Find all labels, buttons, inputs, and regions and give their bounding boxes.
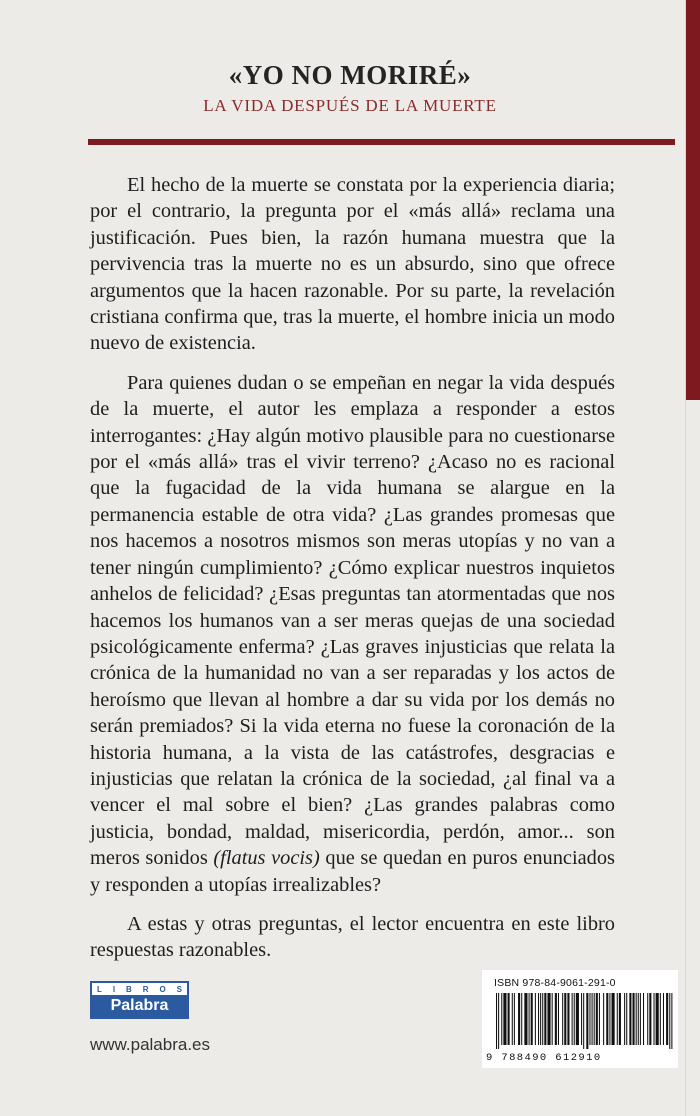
blurb-paragraph-2-text: Para quienes dudan o se empeñan en negar la vida después de la muerte, el autor les emplaza a responder a estos interrogantes: ¿Hay algún motivo plausible para no cuestionarse por el «más allá» tras el vivir terreno? ¿Acaso no es racional que la fugacidad de la vida humana se alargue en la permanencia estable de otra vida? ¿Las grandes promesas que nos hacemos a nosotros mismos son meras utopías y no van a tener ningún cumplimiento? ¿Cómo explicar nuestros inquietos anhelos de felicidad? ¿Esas preguntas tan atormentadas que nos hacemos los humanos van a ser meras quejas de una sociedad psicológicamente enferma? ¿Las graves injusticias que relata la crónica de la humanidad no van a ser reparadas y los actos de heroísmo que llevan al hombre a dar su vida por los demás no serán premiados? Si la vida eterna no fuese la coronación de la historia humana, a la vista de las catástrofes, desgracias e injusticias que relatan la crónica de la sociedad, ¿al final va a vencer el mal sobre el bien? ¿Las grandes palabras como justicia, bondad, maldad, misericordia, perdón, amor... son meros sonidos <box>90 371 615 870</box>
blurb-text <box>90 172 615 977</box>
blurb-paragraph-2-tail: que se quedan en puros enunciados y responden a utopías irrealizables? <box>90 847 615 896</box>
latin-phrase: (flatus vocis) <box>213 847 320 870</box>
logo-letter: I <box>112 985 116 994</box>
logo-publisher-name: Palabra <box>92 995 187 1017</box>
logo-letter: O <box>159 985 166 994</box>
publisher-website: www.palabra.es <box>90 1035 211 1054</box>
logo-letter: B <box>126 985 132 994</box>
book-subtitle: LA VIDA DESPUÉS DE LA MUERTE <box>203 96 497 115</box>
logo-letter: R <box>142 985 149 994</box>
title-divider <box>88 139 675 145</box>
barcode-number: 9 788490 612910 <box>486 1052 602 1064</box>
isbn-label: ISBN 978-84-9061-291-0 <box>494 977 616 989</box>
blurb-paragraph-1: El hecho de la muerte se constata por la experiencia diaria; por el contrario, la pregunta por el «más allá» reclama una justificación. Pues bien, la razón humana muestra que la pervivencia tras la muerte no es un absurdo, sino que ofrece argumentos que la hacen razonable. Por su parte, la revelación cristiana confirma que, tras la muerte, el hombre inicia un modo nuevo de existencia. <box>90 174 615 355</box>
publisher-logo <box>90 981 189 1019</box>
book-title: «YO NO MORIRÉ» <box>228 60 472 90</box>
logo-libros-row <box>92 983 187 995</box>
barcode-icon <box>496 993 674 1049</box>
blurb-paragraph-3: A estas y otras preguntas, el lector encuentra en este libro respuestas razonables. <box>90 912 615 962</box>
spine-edge-line <box>685 0 686 1116</box>
blurb-paragraph-2 <box>90 370 615 898</box>
logo-letter: L <box>97 985 102 994</box>
logo-letter: S <box>176 985 182 994</box>
